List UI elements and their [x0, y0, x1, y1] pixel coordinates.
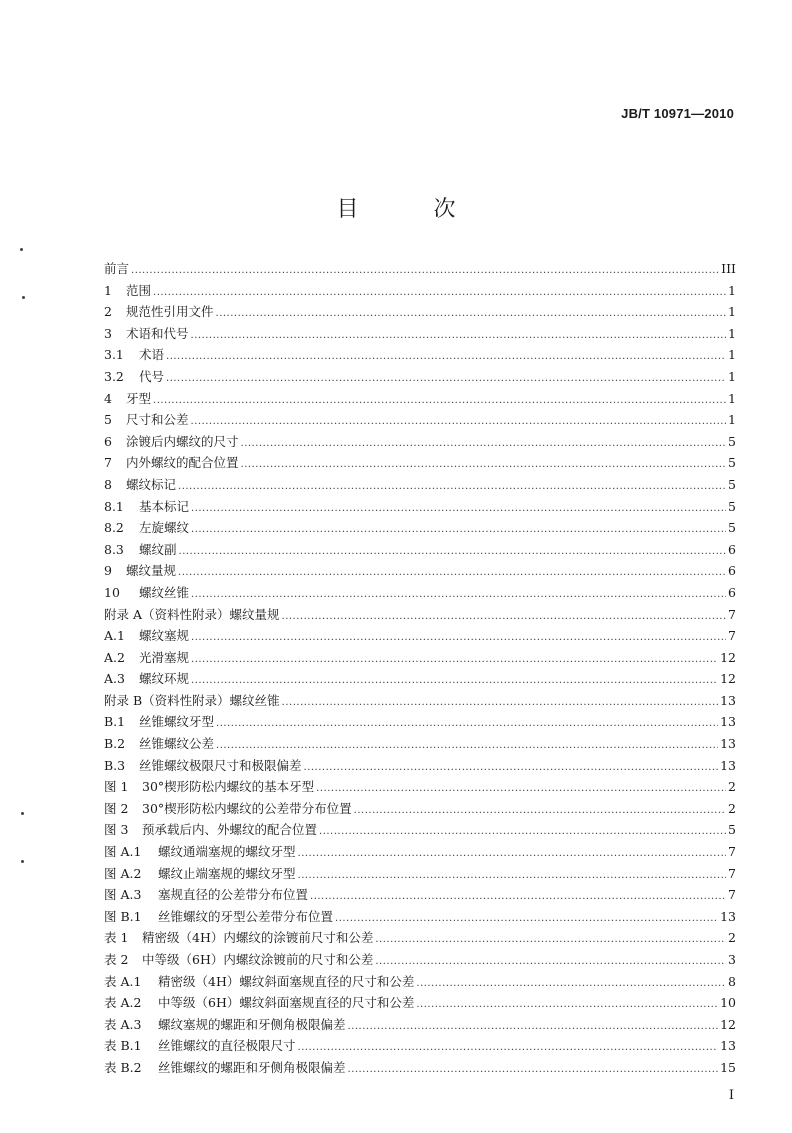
- toc-entry-page: 12: [720, 1016, 736, 1032]
- toc-leader-dots: [416, 999, 718, 1010]
- toc-entry-page: 2: [728, 930, 736, 946]
- toc-entry[interactable]: [104, 475, 736, 497]
- scan-speck: [22, 296, 25, 299]
- toc-entry-number: 3: [104, 325, 112, 341]
- toc-entry-page: 6: [728, 541, 736, 557]
- toc-entry-page: 12: [720, 649, 736, 665]
- toc-leader-dots: [216, 308, 726, 319]
- toc-entry-title: 精密级（4H）螺纹斜面塞规直径的尺寸和公差: [158, 973, 415, 989]
- toc-entry-number: 表 2: [104, 952, 129, 967]
- toc-leader-dots: [131, 265, 719, 276]
- toc-entry-page: III: [721, 261, 736, 276]
- toc-entry-table[interactable]: [104, 1036, 736, 1058]
- toc-entry-table[interactable]: [104, 928, 736, 950]
- toc-entry[interactable]: [104, 345, 736, 367]
- toc-entry-number: 图 1: [104, 779, 129, 795]
- toc-entry-page: 1: [728, 390, 736, 406]
- toc-entry-number: 2: [104, 304, 112, 320]
- toc-entry[interactable]: [104, 734, 736, 756]
- toc-entry[interactable]: [104, 432, 736, 454]
- page-number: I: [728, 1088, 734, 1103]
- toc-entry-page: 13: [720, 692, 736, 708]
- toc-leader-dots: [191, 675, 718, 686]
- toc-entry-page: 13: [720, 1038, 736, 1054]
- toc-leader-dots: [191, 632, 726, 643]
- toc-entry-page: 5: [728, 520, 736, 536]
- toc-entry-page: 5: [728, 433, 736, 449]
- toc-entry-page: 8: [728, 973, 736, 989]
- toc-entry-page: 13: [720, 757, 736, 773]
- toc-entry-title: 丝锥螺纹公差: [139, 736, 215, 752]
- toc-entry[interactable]: [104, 648, 736, 670]
- toc-entry-figure[interactable]: [104, 842, 736, 864]
- toc-entry-number: 1: [104, 282, 112, 298]
- toc-entry-page: 1: [728, 412, 736, 428]
- toc-leader-dots: [348, 1021, 719, 1032]
- toc-leader-dots: [216, 740, 718, 751]
- toc-entry[interactable]: [104, 410, 736, 432]
- toc-leader-dots: [191, 416, 726, 427]
- toc-entry-number: 8.1: [104, 498, 124, 514]
- toc-leader-dots: [298, 1042, 719, 1053]
- toc-entry-number: 图 A.1: [104, 844, 142, 860]
- toc-entry-number: B.3: [104, 757, 126, 773]
- toc-entry-page: 10: [720, 995, 736, 1011]
- toc-entry-number: 6: [104, 433, 112, 449]
- toc-leader-dots: [191, 503, 726, 514]
- toc-entry-page: 7: [728, 628, 736, 644]
- toc-entry-number: B.1: [104, 714, 126, 730]
- toc-entry-title: 丝锥螺纹牙型: [139, 714, 215, 730]
- toc-entry-number: A.2: [104, 649, 125, 665]
- toc-entry[interactable]: [104, 497, 736, 519]
- toc-leader-dots: [241, 459, 726, 470]
- toc-leader-dots: [153, 287, 726, 298]
- toc-entry[interactable]: [104, 583, 736, 605]
- toc-entry-number: 5: [104, 412, 112, 428]
- toc-entry-number: 表 A.3: [104, 1016, 142, 1032]
- toc-entry[interactable]: [104, 540, 736, 562]
- toc-leader-dots: [178, 481, 726, 492]
- toc-entry[interactable]: [104, 324, 736, 346]
- toc-entry-page: 12: [720, 671, 736, 687]
- toc-entry-number: B.2: [104, 736, 126, 752]
- toc-entry[interactable]: [104, 626, 736, 648]
- toc-entry[interactable]: [104, 389, 736, 411]
- toc-entry-number: 8.3: [104, 541, 124, 557]
- toc-entry-number: 图 3: [104, 822, 129, 838]
- toc-leader-dots: [335, 913, 718, 924]
- toc-entry[interactable]: [104, 669, 736, 691]
- toc-entry-title: 内外螺纹的配合位置: [126, 455, 239, 471]
- toc-entry-title: 螺纹标记: [126, 476, 177, 492]
- toc-leader-dots: [375, 956, 726, 967]
- toc-entry-page: 7: [728, 865, 736, 881]
- toc-entry-number: 8.2: [104, 520, 124, 536]
- toc-entry-page: 5: [728, 455, 736, 471]
- toc-entry-page: 6: [728, 584, 736, 600]
- toc-entry-page: 5: [728, 822, 736, 838]
- toc-leader-dots: [282, 611, 726, 622]
- toc-entry-title: 30°楔形防松内螺纹的公差带分布位置: [142, 800, 352, 816]
- toc-entry-page: 15: [720, 1059, 736, 1075]
- toc-entry-title: 附录 A（资料性附录）螺纹量规: [104, 606, 280, 622]
- toc-entry-figure[interactable]: [104, 799, 736, 821]
- toc-leader-dots: [298, 870, 726, 881]
- toc-entry-title: 螺纹塞规的螺距和牙侧角极限偏差: [158, 1016, 346, 1032]
- toc-leader-dots: [191, 524, 726, 535]
- toc-entry-table[interactable]: [104, 1058, 736, 1080]
- toc-entry-number: 9: [104, 563, 112, 579]
- toc-leader-dots: [298, 848, 726, 859]
- toc-entry-number: 8: [104, 476, 112, 492]
- toc-entry-title: 螺纹通端塞规的螺纹牙型: [158, 844, 296, 860]
- toc-entry-title: 光滑塞规: [139, 649, 190, 665]
- scan-speck: [21, 812, 24, 815]
- toc-entry-title: 塞规直径的公差带分布位置: [158, 887, 309, 903]
- toc-entry-page: 2: [728, 800, 736, 816]
- toc-entry-title: 术语: [139, 347, 165, 363]
- toc-entry-appendix[interactable]: [104, 691, 736, 713]
- toc-entry-foreword[interactable]: [104, 259, 736, 281]
- toc-entry-page: 1: [728, 347, 736, 363]
- toc-entry[interactable]: [104, 518, 736, 540]
- toc-entry-title: 前言: [104, 261, 130, 276]
- toc-entry-title: 丝锥螺纹的螺距和牙侧角极限偏差: [158, 1059, 346, 1075]
- toc-entry-page: 6: [728, 563, 736, 579]
- toc-leader-dots: [354, 805, 726, 816]
- toc-entry-title: 螺纹塞规: [139, 628, 190, 644]
- toc-entry-figure[interactable]: [104, 885, 736, 907]
- table-of-contents: [104, 259, 736, 1080]
- toc-entry-number: 3.2: [104, 368, 124, 384]
- toc-entry-title: 螺纹环规: [139, 671, 190, 687]
- toc-entry[interactable]: [104, 712, 736, 734]
- toc-entry-title: 术语和代号: [126, 325, 189, 341]
- toc-entry-number: 表 B.2: [104, 1059, 142, 1075]
- toc-entry[interactable]: [104, 756, 736, 778]
- toc-entry-appendix[interactable]: [104, 605, 736, 627]
- toc-entry-title: 中等级（6H）内螺纹涂镀前的尺寸和公差: [142, 952, 374, 967]
- toc-leader-dots: [241, 438, 726, 449]
- toc-leader-dots: [153, 395, 726, 406]
- toc-entry-title: 尺寸和公差: [126, 412, 189, 428]
- toc-entry-page: 7: [728, 606, 736, 622]
- toc-entry[interactable]: [104, 367, 736, 389]
- toc-leader-dots: [316, 783, 726, 794]
- toc-entry-page: 13: [720, 908, 736, 924]
- standard-code: JB/T 10971—2010: [621, 106, 734, 121]
- toc-entry-title: 规范性引用文件: [126, 304, 214, 320]
- toc-entry-number: A.1: [104, 628, 125, 644]
- toc-leader-dots: [166, 351, 726, 362]
- toc-entry-number: 4: [104, 390, 112, 406]
- toc-leader-dots: [191, 654, 718, 665]
- toc-entry-title: 附录 B（资料性附录）螺纹丝锥: [104, 692, 280, 708]
- toc-entry-number: 图 A.2: [104, 865, 142, 881]
- toc-leader-dots: [416, 978, 726, 989]
- toc-entry-table[interactable]: [104, 1015, 736, 1037]
- toc-entry-number: 表 1: [104, 930, 129, 946]
- toc-title: 目 次: [336, 197, 490, 222]
- toc-entry-title: 丝锥螺纹的牙型公差带分布位置: [158, 908, 334, 924]
- toc-leader-dots: [178, 567, 726, 578]
- toc-entry-number: 图 B.1: [104, 908, 142, 924]
- toc-entry-title: 螺纹止端塞规的螺纹牙型: [158, 865, 296, 881]
- toc-entry-page: 1: [728, 325, 736, 341]
- toc-entry-title: 范围: [126, 282, 152, 298]
- toc-entry[interactable]: [104, 302, 736, 324]
- toc-entry-figure[interactable]: [104, 907, 736, 929]
- toc-entry-table[interactable]: [104, 993, 736, 1015]
- toc-entry-number: 表 B.1: [104, 1038, 142, 1054]
- toc-entry-figure[interactable]: [104, 777, 736, 799]
- toc-entry-title: 左旋螺纹: [139, 520, 190, 536]
- toc-entry-title: 丝锥螺纹的直径极限尺寸: [158, 1038, 296, 1054]
- toc-entry-figure[interactable]: [104, 864, 736, 886]
- toc-entry-figure[interactable]: [104, 820, 736, 842]
- toc-leader-dots: [375, 934, 726, 945]
- toc-entry-table[interactable]: [104, 950, 736, 972]
- toc-entry[interactable]: [104, 281, 736, 303]
- toc-entry-title: 螺纹量规: [126, 563, 177, 579]
- toc-entry-number: 3.1: [104, 347, 124, 363]
- scan-speck: [21, 860, 24, 863]
- toc-entry[interactable]: [104, 453, 736, 475]
- toc-leader-dots: [319, 826, 726, 837]
- toc-leader-dots: [191, 589, 726, 600]
- toc-leader-dots: [348, 1064, 719, 1075]
- toc-entry-title: 30°楔形防松内螺纹的基本牙型: [142, 779, 315, 795]
- toc-entry-page: 7: [728, 844, 736, 860]
- toc-entry-title: 螺纹丝锥: [139, 584, 190, 600]
- toc-entry-title: 预承载后内、外螺纹的配合位置: [142, 822, 318, 838]
- toc-leader-dots: [216, 718, 718, 729]
- toc-entry-title: 精密级（4H）内螺纹的涂镀前尺寸和公差: [142, 930, 374, 946]
- toc-entry-number: A.3: [104, 671, 125, 687]
- toc-entry-page: 3: [728, 952, 736, 967]
- toc-entry-number: 图 2: [104, 800, 129, 816]
- toc-leader-dots: [310, 891, 726, 902]
- toc-entry-page: 13: [720, 736, 736, 752]
- toc-entry-table[interactable]: [104, 972, 736, 994]
- toc-entry-page: 13: [720, 714, 736, 730]
- toc-entry-page: 1: [728, 304, 736, 320]
- toc-entry-page: 2: [728, 779, 736, 795]
- toc-leader-dots: [304, 762, 719, 773]
- toc-entry-page: 5: [728, 476, 736, 492]
- toc-entry[interactable]: [104, 561, 736, 583]
- toc-leader-dots: [282, 697, 718, 708]
- toc-entry-number: 表 A.2: [104, 995, 142, 1011]
- toc-entry-page: 1: [728, 368, 736, 384]
- scan-speck: [20, 248, 23, 251]
- toc-leader-dots: [166, 373, 726, 384]
- toc-leader-dots: [179, 546, 726, 557]
- toc-entry-title: 中等级（6H）螺纹斜面塞规直径的尺寸和公差: [158, 995, 415, 1011]
- toc-entry-title: 涂镀后内螺纹的尺寸: [126, 433, 239, 449]
- toc-entry-page: 5: [728, 498, 736, 514]
- toc-entry-number: 表 A.1: [104, 973, 142, 989]
- toc-leader-dots: [191, 330, 726, 341]
- toc-entry-title: 牙型: [126, 390, 152, 406]
- toc-entry-number: 10: [104, 584, 120, 600]
- toc-entry-page: 1: [728, 282, 736, 298]
- toc-entry-title: 丝锥螺纹极限尺寸和极限偏差: [139, 757, 302, 773]
- toc-entry-page: 7: [728, 887, 736, 903]
- toc-entry-title: 代号: [139, 368, 165, 384]
- toc-entry-number: 图 A.3: [104, 887, 142, 903]
- toc-entry-title: 基本标记: [139, 498, 190, 514]
- toc-entry-number: 7: [104, 455, 112, 471]
- toc-entry-title: 螺纹副: [139, 541, 177, 557]
